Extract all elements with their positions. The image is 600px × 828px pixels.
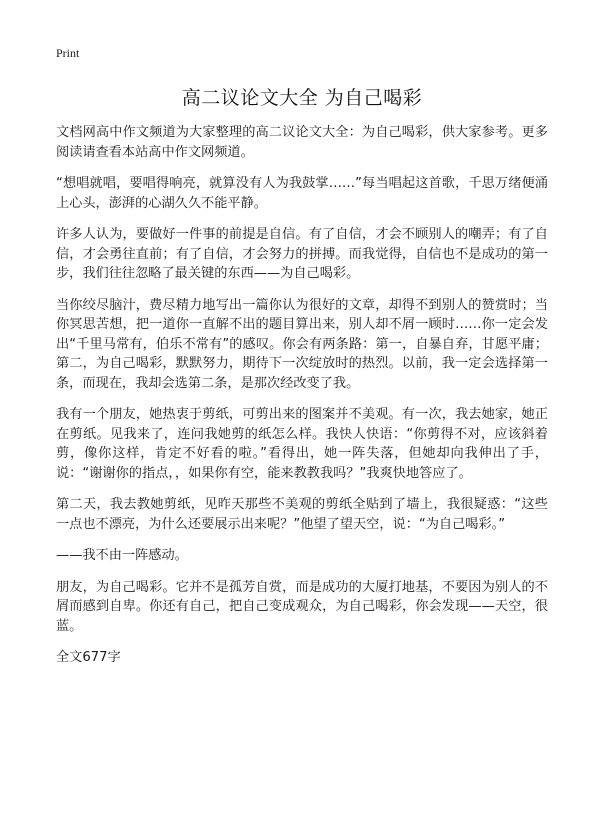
paragraph: 第二天，我去教她剪纸，见昨天那些不美观的剪纸全贴到了墙上，我很疑惑：“这些一点也不漂亮，为什么还要展示出来呢？”他望了望天空，说：“为自己喝彩。” [56,497,548,532]
paragraph: 当你绞尽脑汁，费尽精力地写出一篇你认为很好的文章，却得不到别人的赞赏时；当你冥思苦想，把一道你一直解不出的题目算出来，别人却不屑一顾时……你一定会发出“千里马常有，伯乐不常有”的感叹。你会有两条路：第一，自暴自弃，甘愿平庸；第二，为自己喝彩，默默努力，期待下一次绽放时的热烈。以前，我一定会选择第一条，而现在，我却会选第二条，是那次经改变了我。 [56,297,548,391]
paragraph-conclusion: 朋友，为自己喝彩。它并不是孤芳自赏，而是成功的大厦打地基，不要因为别人的不屑而感到自卑。你还有自己，把自己变成观众，为自己喝彩，你会发现——天空，很蓝。 [56,579,548,634]
word-count: 全文677字 [56,650,121,665]
article-title: 高二议论文大全 为自己喝彩 [181,87,423,109]
paragraph: 我有一个朋友，她热衷于剪纸，可剪出来的图案并不美观。有一次，我去她家，她正在剪纸。见我来了，连问我她剪的纸怎么样。我快人快语：“你剪得不对，应该斜着剪，像你这样，肯定不好看的啦。”看得出，她一阵失落，但她却向我伸出了手，说：“谢谢你的指点，，如果你有空，能来教教我吗？”我爽快地答应了。 [56,407,548,481]
paragraph: “想唱就唱，要唱得响亮，就算没有人为我鼓掌……”每当唱起这首歌，千思万绪便涌上心头，澎湃的心湖久久不能平静。 [56,176,548,211]
paragraph: 许多人认为，要做好一件事的前提是自信。有了自信，才会不顾别人的嘲弄；有了自信，才会勇往直前；有了自信，才会努力的拼搏。而我觉得，自信也不是成功的第一步，我们往往忽略了最关键的东西——为自己喝彩。 [56,227,548,281]
paragraph: ——我不由一阵感动。 [56,548,188,563]
paragraph-intro: 文档网高中作文频道为大家整理的高二议论文大全：为自己喝彩，供大家参考。更多阅读请查看本站高中作文网频道。 [56,125,548,160]
article-body [56,123,548,668]
print-link[interactable]: Print [56,46,80,60]
